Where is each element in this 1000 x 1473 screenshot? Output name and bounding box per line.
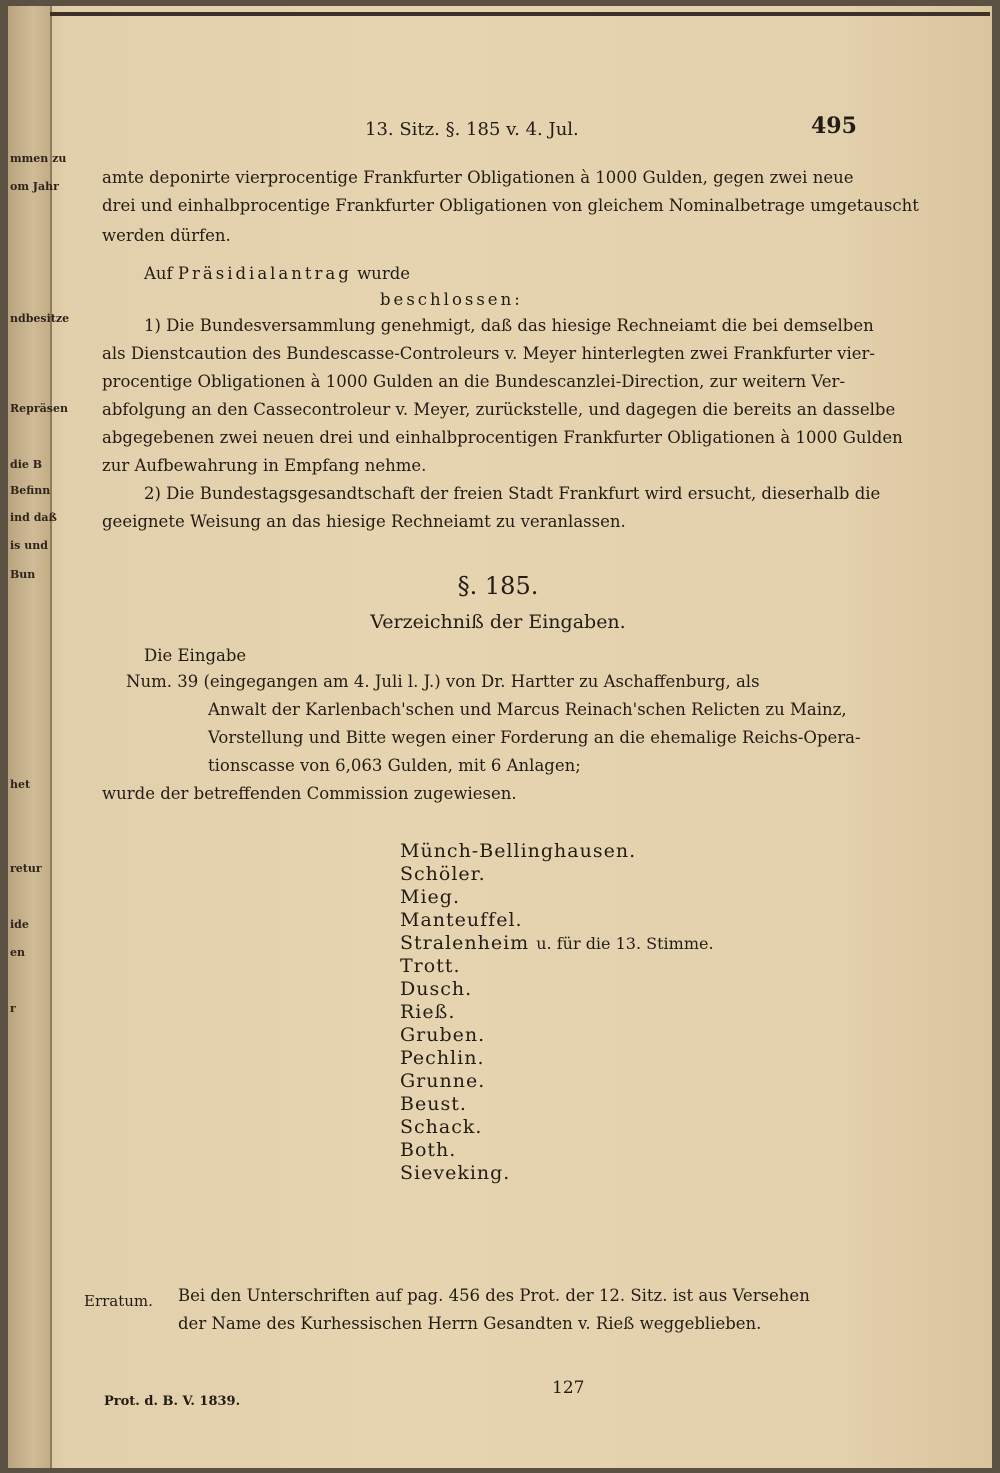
signature: Trott.: [400, 955, 461, 977]
body-line: drei und einhalbprocentige Frankfurter Obligationen von gleichem Nominalbetrage umgetauscht: [102, 196, 919, 215]
signature: Münch-Bellinghausen.: [400, 840, 637, 862]
entry-line: Anwalt der Karlenbach'schen und Marcus Reinach'schen Relicten zu Mainz,: [208, 700, 847, 719]
document-page: [8, 6, 992, 1468]
signature: Mieg.: [400, 886, 460, 908]
body-line: werden dürfen.: [102, 226, 231, 245]
body-line: 2) Die Bundestagsgesandtschaft der freien Stadt Frankfurt wird ersucht, dieserhalb die: [144, 484, 881, 503]
signature: Pechlin.: [400, 1047, 485, 1069]
entry-line: tionscasse von 6,063 Gulden, mit 6 Anlagen;: [208, 756, 581, 775]
margin-fragment: die B: [10, 458, 42, 471]
margin-fragment: het: [10, 778, 31, 791]
signature: Beust.: [400, 1093, 467, 1115]
margin-fragment: ind daß: [10, 511, 57, 524]
body-line: zur Aufbewahrung in Empfang nehme.: [102, 456, 427, 475]
page-number: 495: [811, 113, 857, 139]
margin-fragment: ndbesitze: [10, 312, 70, 325]
margin-fragment: Bun: [10, 568, 36, 581]
erratum-line: der Name des Kurhessischen Herrn Gesandten v. Rieß weggeblieben.: [178, 1314, 762, 1333]
signature: [400, 932, 714, 954]
entry-line: Num. 39 (eingegangen am 4. Juli l. J.) von Dr. Hartter zu Aschaffenburg, als: [126, 672, 760, 691]
presidial-motion: Präsidialantrag: [177, 264, 352, 283]
margin-fragment: is und: [10, 539, 48, 552]
margin-fragment: en: [10, 946, 25, 959]
signature: Schack.: [400, 1116, 483, 1138]
signature-note: u. für die 13. Stimme.: [536, 934, 714, 953]
body-line: geeignete Weisung an das hiesige Rechneiamt zu veranlassen.: [102, 512, 626, 531]
resolution-intro-rest: wurde: [357, 264, 411, 283]
signature: Grunne.: [400, 1070, 486, 1092]
margin-fragment: om Jahr: [10, 180, 59, 193]
resolved-heading: beschlossen:: [380, 290, 523, 309]
signature: Manteuffel.: [400, 909, 523, 931]
margin-fragment: retur: [10, 862, 42, 875]
section-intro: Die Eingabe: [144, 646, 247, 665]
margin-fragment: r: [10, 1002, 16, 1015]
resolution-intro: [144, 264, 410, 283]
section-number: §. 185.: [457, 572, 539, 600]
body-line: abgegebenen zwei neuen drei und einhalbprocentigen Frankfurter Obligationen à 1000 Gulden: [102, 428, 903, 447]
running-title: 13. Sitz. §. 185 v. 4. Jul.: [365, 119, 579, 140]
body-line: amte deponirte vierprocentige Frankfurter Obligationen à 1000 Gulden, gegen zwei neue: [102, 168, 854, 187]
margin-fragment: ide: [10, 918, 29, 931]
imprint: Prot. d. B. V. 1839.: [104, 1394, 241, 1409]
facing-page-gutter: [8, 6, 70, 1468]
margin-fragment: mmen zu: [10, 152, 67, 165]
signature: Rieß.: [400, 1001, 456, 1023]
entry-conclusion: wurde der betreffenden Commission zugewiesen.: [102, 784, 517, 803]
body-line: abfolgung an den Cassecontroleur v. Meyer, zurückstelle, und dagegen die bereits an dasselbe: [102, 400, 896, 419]
signature: Sieveking.: [400, 1162, 511, 1184]
signature: Dusch.: [400, 978, 473, 1000]
margin-fragment: Befinn: [10, 484, 51, 497]
body-line: procentige Obligationen à 1000 Gulden an die Bundescanzlei-Direction, zur weitern Ver-: [102, 372, 846, 391]
erratum-line: Bei den Unterschriften auf pag. 456 des Prot. der 12. Sitz. ist aus Versehen: [178, 1286, 810, 1305]
signature: Schöler.: [400, 863, 486, 885]
sheet-number: 127: [552, 1378, 585, 1398]
margin-fragment: Repräsen: [10, 402, 68, 415]
top-edge-shadow: [50, 12, 990, 16]
entry-line: Vorstellung und Bitte wegen einer Forderung an die ehemalige Reichs-Opera-: [208, 728, 861, 747]
signature-name: Stralenheim: [400, 932, 530, 954]
resolution-intro-word: Auf: [144, 264, 173, 283]
body-line: als Dienstcaution des Bundescasse-Controleurs v. Meyer hinterlegten zwei Frankfurter vier-: [102, 344, 876, 363]
body-line: 1) Die Bundesversammlung genehmigt, daß das hiesige Rechneiamt die bei demselben: [144, 316, 874, 335]
erratum-label: Erratum.: [84, 1292, 153, 1310]
signature: Both.: [400, 1139, 457, 1161]
signature: Gruben.: [400, 1024, 486, 1046]
section-title: Verzeichniß der Eingaben.: [370, 611, 626, 633]
